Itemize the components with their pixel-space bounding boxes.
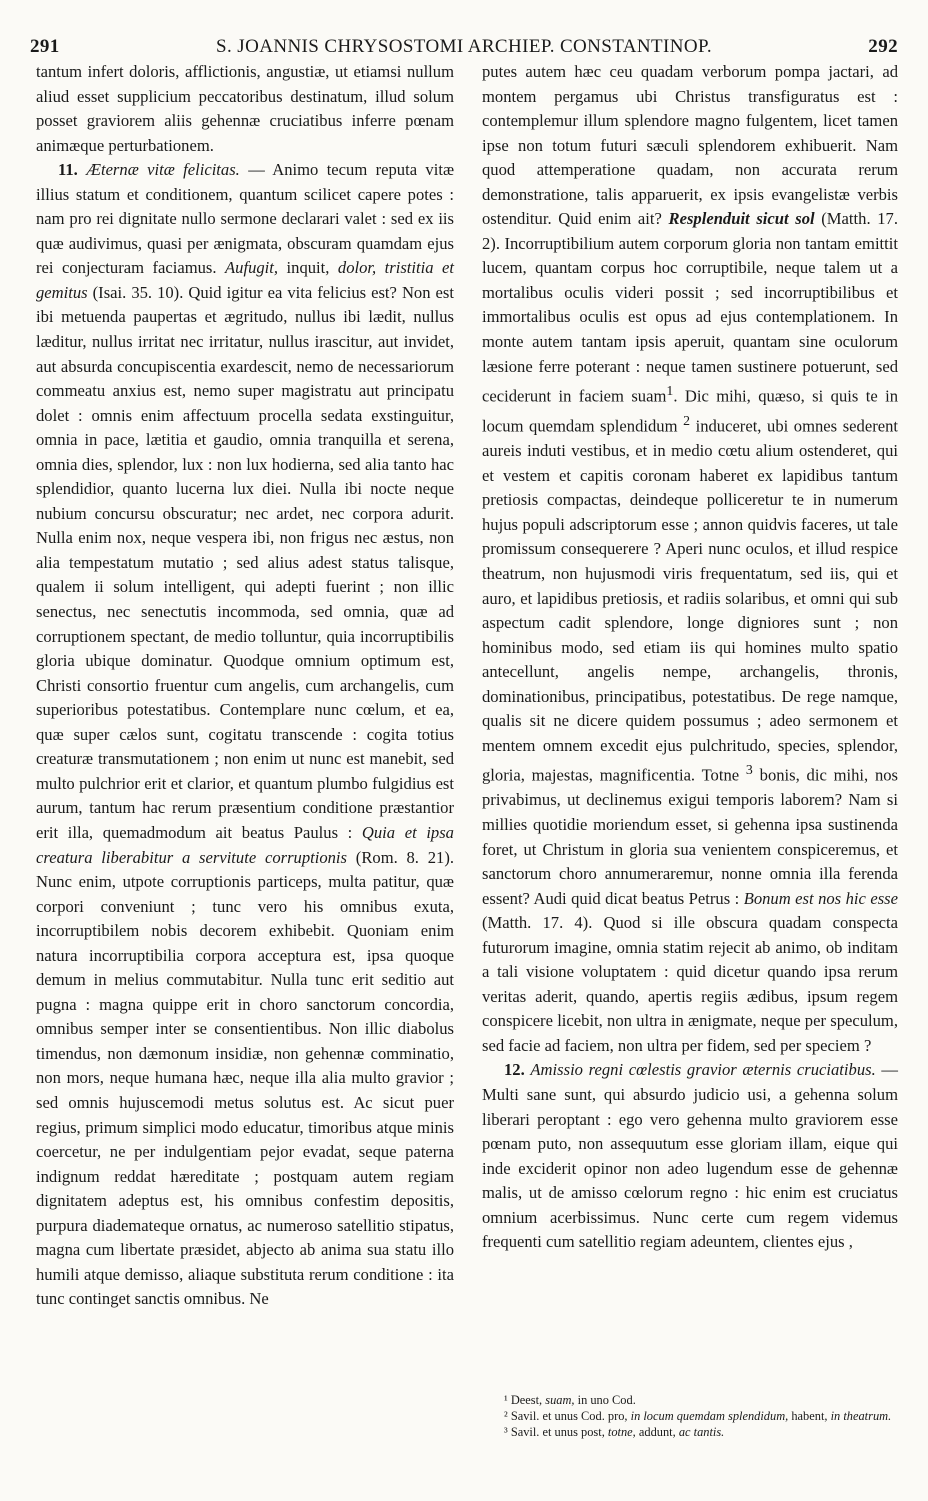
footnote [482, 1424, 898, 1440]
text-run: bonis, dic mihi, nos privabimus, ut declinemus exigui temporis laborem? Nam si millies quotidie moriendum esset, si gehenna ipsa sustinenda foret, ut Christum in gloria sua venientem conspiceremus, et sanctorum choro annumeraremur, nonne omnia illa ferenda essent? Audi quid dicat beatus Petrus : [482, 765, 898, 908]
text-run: Quod si ille obscura quadam conspecta futurorum imagine, omnia statim rejecit ab animo, ob inditam a tali visione voluptatem : quid dicetur quando ipsa rerum veritas aderit, quando, apertis regiis ædibus, ipsum regem conspicere licebit, non ultra in ænigmate, neque per speculum, sed facie ad faciem, non ultra per fidem, sed per speciem ? [482, 913, 898, 1055]
citation: (Rom. 8. 21). [355, 847, 454, 867]
text-run: induceret, ubi omnes sederent aureis induti vestibus, et in medio cœtu alium ostenderet, qui et vestem et capitis coronam haberet ex lapidibus tantum pretiosis compactas, deindeque polliceretur te in numerum hujus populi adscriptorum esse ; annon quidvis faceres, ut tale promissum consequerere ? Aperi nunc oculos, et illud respice theatrum, non hujusmodi viris frequentatum, sed iis, qui et auro, et lapidibus pretiosis, et radiis solaribus, et omni qui sub aspectum cadit splendore, longe digniores sunt ; non hominibus modo, sed etiam iis qui homines multo spatio antecellunt, angelis nempe, archangelis, thronis, dominationibus, principatibus, potestatibus. De rege namque, qualis sit ne dicere quidem possumus ; adeo sermonem et mentem omnem excedit ejus pulchritudo, species, splendor, gloria, majestas, magnificentia. Totne [482, 416, 898, 785]
footnote-quote: in theatrum. [830, 1409, 892, 1423]
section-title: Æternæ vitæ felicitas. [86, 160, 240, 180]
right-column [482, 60, 898, 1255]
footnote-text: in uno Cod. [577, 1393, 636, 1407]
footnote-text: Savil. et unus Cod. pro, [510, 1409, 628, 1423]
footnotes [482, 1392, 898, 1440]
text-run: inquit, [286, 258, 330, 278]
citation: (Isai. 35. 10). [92, 282, 184, 302]
footnote [482, 1392, 898, 1408]
text-run: . Dic mihi, quæso, si quis te in locum quemdam splendidum [482, 386, 898, 436]
quote: Resplenduit sicut sol [668, 209, 815, 229]
page-number-right: 292 [868, 36, 898, 57]
section-12-paragraph [482, 1058, 898, 1254]
footnote [482, 1408, 898, 1424]
footnote-mark: ² [504, 1409, 508, 1423]
footnote-mark: ¹ [504, 1393, 508, 1407]
footnote-text: habent, [791, 1409, 828, 1423]
running-title: S. JOANNIS CHRYSOSTOMI ARCHIEP. CONSTANTINOP. [216, 36, 712, 57]
footnote-quote: ac tantis. [678, 1425, 725, 1439]
footnote-quote: totne, [607, 1425, 636, 1439]
footnote-text: Savil. et unus post, [510, 1425, 605, 1439]
text-run: — Multi sane sunt, qui absurdo judicio usi, a gehenna solum liberari peroptant : ego vero gehenna multo graviorem esse pœnam puto, non assequutum esse gloriam illam, eique qui inde exciderit opinor non adeo lugendum esse de gehennæ malis, ut de amisso cœlorum regno : hic enim est cruciatus omnium acerbissimus. Nunc certe cum regem videmus frequenti cum satellitio regiam adeuntem, clientes ejus , [482, 1060, 898, 1252]
footnote-text: Deest, [510, 1393, 543, 1407]
citation: (Matth. 17. 2). [482, 209, 898, 253]
quote: Aufugit, [225, 258, 279, 278]
footnote-marker: 3 [745, 762, 753, 778]
running-header [30, 28, 898, 58]
citation: (Matth. 17. 4). [482, 913, 593, 933]
section-number: 11. [58, 160, 78, 180]
text-run: Nunc enim, utpote corruptionis particeps, multa patitur, quæ corpori conveniunt ; tunc vero his omnibus exuta, incorruptibilem nobis decorem exhibebit. Quoniam enim natura incorruptibilia corpora acceptura est, ipsa quoque demum in melius commutabitur. Nulla tunc erit seditio aut pugna : magna quippe erit in choro sanctorum concordia, omnibus semper inter se consentientibus. Non illic diabolus timendus, non dæmonum insidiæ, non gehennæ comminatio, non mors, neque humana hæc, neque illa alia multo gravior ; sed omnis hujuscemodi metus solutus est. Ac sicut puer regius, primum simplici modo educatur, timoribus atque minis coercetur, ne per indulgentiam pejor evadat, seque paterna indignum reddat hæreditate ; postquam autem regiam dignitatem adeptus est, his omnibus confestim depositis, purpura diademateque ornatus, ac numeroso satellitio stipatus, magna cum libertate præsidet, abjecto ab anima sua statu illo humili atque demisso, aliaque substituta rerum conditione : ita tunc continget sanctis omnibus. Ne [36, 872, 454, 1309]
quote: Quia et ipsa creatura liberabitur a servitute corruptionis [36, 822, 454, 867]
section-number: 12. [504, 1060, 525, 1080]
quote: dolor, tristitia et gemitus [36, 258, 455, 302]
paragraph [482, 60, 898, 1058]
paragraph: tantum infert doloris, afflictionis, angustiæ, ut etiamsi nullum aliud esset supplicium peccatoribus destinatum, illud solum posset graviorem aliis gehennæ cruciatibus inferre pœnam animæque perturbationem. [36, 62, 454, 155]
left-column [36, 60, 454, 1312]
section-11-paragraph [36, 158, 454, 1312]
text-run: Incorruptibilium autem corporum gloria non tantam emittit lucem, quantam corpus hoc corruptibile, neque talem ut a mortalibus oculis videri possit ; sed incorruptibilibus et immortalibus oculis est opus ad ejus contemplationem. In monte autem tantam ipsis aperuit, quantam sine oculorum læsione ferre poterant : neque tamen sustinere potuerunt, sed ceciderunt in faciem suam [482, 233, 898, 406]
footnote-marker: 2 [683, 413, 690, 429]
text-run: — Animo tecum reputa vitæ illius statum et conditionem, quantum scilicet capere potes : nam pro rei dignitate nullo sermone declarari valet : sed ex iis quæ audivimus, quasi per ænigmata, obscuram quamdam ejus rei conjecturam faciamus. [36, 160, 455, 278]
footnote-text: addunt, [638, 1425, 676, 1439]
page-number-left: 291 [30, 36, 60, 57]
footnote-marker: 1 [666, 383, 674, 399]
section-title: Amissio regni cœlestis gravior æternis cruciatibus. [530, 1060, 876, 1080]
quote: Bonum est nos hic esse [743, 888, 898, 908]
footnote-mark: ³ [504, 1425, 508, 1439]
footnote-quote: suam, [545, 1393, 575, 1407]
text-run: putes autem hæc ceu quadam verborum pompa jactari, ad montem pergamus ubi Christus transfiguratus est : contemplemur illum splendore magno fulgentem, licet tamen ipse non totum futuri sæculi splendorem exhibuerit. Nam quod attemperatione quadam, non accurata rerum demonstratione, talis apparuerit, ex ipsis evangelistæ verbis ostenditur. Quid enim ait? [482, 62, 898, 229]
footnote-quote: in locum quemdam splendidum, [630, 1409, 789, 1423]
text-run: Quid igitur ea vita felicius est? Non est ibi metuenda paupertas et ægritudo, nullus ibi lædit, nullus læditur, nullus irritat nec irritatur, nullus irascitur, aut invidet, aut absurda concupiscentia exardescit, nemo de necessariorum commeatu anxius est, nemo super magistratu aut principatu dolet : omnis enim affectuum procella sedata exstinguitur, omnia in pace, lætitia et gaudio, omnia tranquilla et serena, omnia dies, splendor, lux : non lux hodierna, sed alia tanto hac splendidior, quanto lucerna lux diei. Nulla ibi nocte neque nubium concursu obscuratur; nec ardet, nec corpora adurit. Nulla enim nox, neque vespera ibi, non frigus nec æstus, non alia tempestatum mutatio ; sed alius adest status talisque, qualem ii solum intelligent, qui adepti fuerint ; non illic senectus, nec senectutis incommoda, sed omnia, quæ ad corruptionem spectant, de medio tolluntur, quia incorruptibilis gloria ubique dominatur. Quodque omnium optimum est, Christi consortio fruentur cum angelis, cum archangelis, cum superioribus potestatibus. Contemplare nunc cœlum, et ea, quæ super cælos sunt, cogitatu transcende : cogita totius creaturæ transmutationem ; non enim ut nunc est manebit, sed multo pulchrior erit et clarior, et quantum plumbo fulgidius est aurum, tantum hac rerum præsentium conditione præstantior erit illa, quemadmodum ait beatus Paulus : [36, 282, 454, 842]
